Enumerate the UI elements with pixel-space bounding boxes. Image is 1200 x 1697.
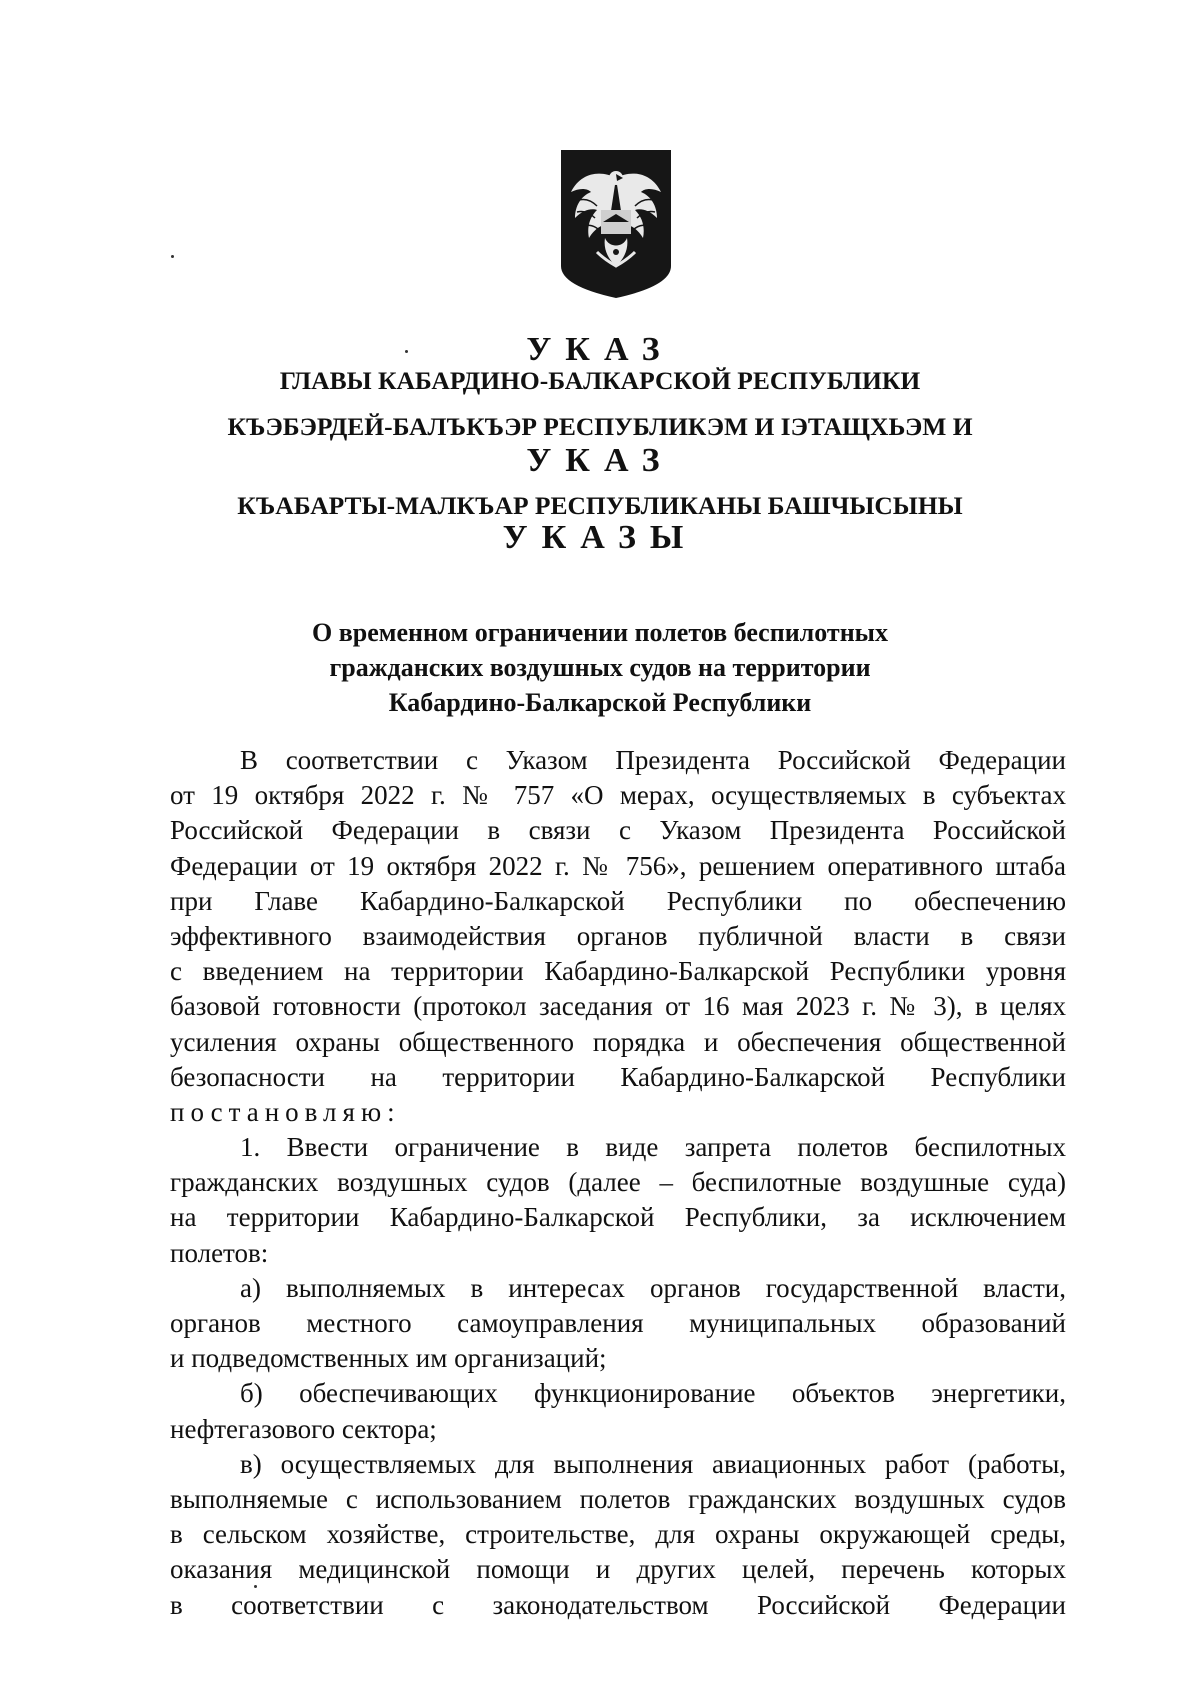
body-line: в соответствии с законодательством Российской Федерации bbox=[170, 1589, 1066, 1620]
body-line: Федерации от 19 октября 2022 г. № 756», решением оперативного штаба bbox=[170, 850, 1066, 881]
body-line: 1. Ввести ограничение в виде запрета полетов беспилотных bbox=[240, 1132, 1066, 1163]
scan-speck bbox=[254, 1585, 257, 1588]
body-line: с введением на территории Кабардино-Балкарской Республики уровня bbox=[170, 956, 1066, 987]
body-line: В соответствии с Указом Президента Российской Федерации bbox=[240, 745, 1066, 775]
body-line: нефтегазового сектора; bbox=[170, 1413, 437, 1444]
issuer-line-ru: ГЛАВЫ КАБАРДИНО-БАЛКАРСКОЙ РЕСПУБЛИКИ bbox=[279, 366, 921, 395]
body-line: при Главе Кабардино-Балкарской Республики по обеспечению bbox=[170, 885, 1066, 916]
body-line: базовой готовности (протокол заседания от 16 мая 2023 г. № 3), в целях bbox=[170, 991, 1066, 1022]
decree-word-ru: УКАЗ bbox=[526, 331, 674, 368]
body-line-decree-verb: постановляю: bbox=[170, 1096, 401, 1127]
decree-word-krc: УКАЗЫ bbox=[502, 519, 698, 556]
body-line: безопасности на территории Кабардино-Балкарской Республики bbox=[170, 1061, 1066, 1092]
body-line: в сельском хозяйстве, строительстве, для охраны окружающей среды, bbox=[170, 1519, 1066, 1550]
body-line: оказания медицинской помощи и других целей, перечень которых bbox=[170, 1554, 1066, 1585]
body-line: Российской Федерации в связи с Указом Президента Российской bbox=[170, 815, 1066, 846]
scan-speck bbox=[405, 350, 408, 353]
body-line: полетов: bbox=[170, 1237, 269, 1268]
title-line: О временном ограничении полетов беспилотных bbox=[312, 618, 888, 647]
body-line: выполняемые с использованием полетов гражданских воздушных судов bbox=[170, 1483, 1066, 1514]
title-line: гражданских воздушных судов на территории bbox=[329, 653, 871, 682]
title-line: Кабардино-Балкарской Республики bbox=[388, 688, 812, 717]
body-line: усиления охраны общественного порядка и обеспечения общественной bbox=[170, 1026, 1066, 1057]
body-line: эффективного взаимодействия органов публичной власти в связи bbox=[170, 920, 1066, 951]
body-line: от 19 октября 2022 г. № 757 «О мерах, осуществляемых в субъектах bbox=[170, 780, 1066, 811]
issuer-line-krc: КЪАБАРТЫ-МАЛКЪАР РЕСПУБЛИКАНЫ БАШЧЫСЫНЫ bbox=[237, 491, 963, 520]
decree-word-kbd: УКАЗ bbox=[526, 442, 674, 479]
scan-speck bbox=[171, 255, 174, 258]
body-line: а) выполняемых в интересах органов государственной власти, bbox=[240, 1272, 1066, 1303]
body-line: на территории Кабардино-Балкарской Республики, за исключением bbox=[170, 1202, 1066, 1233]
body-line: в) осуществляемых для выполнения авиационных работ (работы, bbox=[240, 1448, 1066, 1479]
body-line: б) обеспечивающих функционирование объектов энергетики, bbox=[240, 1378, 1066, 1409]
document-body bbox=[170, 743, 1066, 1623]
body-line: и подведомственных им организаций; bbox=[170, 1343, 607, 1374]
document-title bbox=[200, 615, 1000, 720]
body-line: органов местного самоуправления муниципальных образований bbox=[170, 1308, 1066, 1338]
issuer-line-kbd: КЪЭБЭРДЕЙ-БАЛЪКЪЭР РЕСПУБЛИКЭМ И IЭТАЩХЬЭМ И bbox=[227, 412, 973, 441]
body-line: гражданских воздушных судов (далее – беспилотные воздушные суда) bbox=[170, 1167, 1066, 1198]
coat-of-arms-eagle-icon bbox=[557, 148, 675, 300]
